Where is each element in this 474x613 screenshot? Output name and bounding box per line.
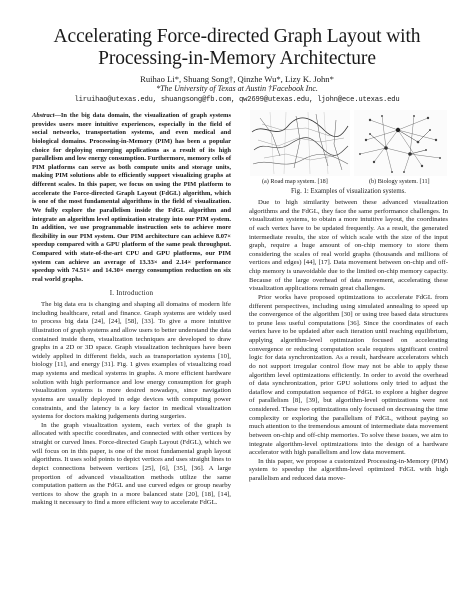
abstract-text: —In the big data domain, the visualization of graph systems provides users more intuitive experiences, especially in the field of social networks, transportation systems, and even medical and biological domains. Processing-in-Memory (PIM) has been a popular choice for deploying emerging applications as a result of its high parallelism and low energy consumption. Furthermore, memory cells of PIM platforms can serve as both compute units and storage units, making PIM solutions able to efficiently support visualizing graphs at different scales. In this paper, we focus on using the PIM platform to accelerate the Force-directed Graph Layout (FdGL) algorithm, which is one of the most fundamental algorithms in the field of visualization. We fully explore the parallelism inside the FdGL algorithm and integrate an algorithm level optimization strategy into our PIM system. In addition, we use programmable instruction sets to achieve more flexibility in our PIM system. Our PIM architecture can achieve 8.07× speedup compared with a GPU platform of the same peak throughput. Compared with state-of-the-art CPU and GPU platforms, our PIM system can achieve an average of 13.33× and 2.14× performance speedup with 74.51× and 14.30× energy consumption reduction on six real world graphs. bbox=[32, 112, 231, 283]
intro-paragraph-1: The big data era is changing and shaping all domains of modern life including healthcare, retail and finance. Graph systems are widely used to process big data [24], [24], [58], [33]. To give a more intuitive illustration of graph systems and allow users to better understand the data contained inside them, visualization techniques are developed to draw graphs in a 2D or 3D space. Graph visualization techniques have been widely applied in different fields, such as transportation systems [10], biology [11], and energy [31]. Fig. 1 gives examples of visualizing road map systems and medical systems in graphs. A more efficient hardware solution with high performance and low energy consumption for graph visualization systems is more desired nowadays, since navigation systems are usually deployed in edge devices with computing power constraints, and the latency is a key factor in medical visualization systems for doctors making judgements during surgeries. bbox=[32, 301, 231, 421]
right-paragraph-2: Prior works have proposed optimizations to accelerate FdGL from different perspectives, including using simulated annealing to speed up the convergence of the algorithm [30] or using tree based data structures to prune less useful computations [36]. Since the coordinates of each vertex have to be updated after each iteration until reaching equilibrium, applying algorithm-level optimization focused on accelerating convergence or reducing computation scale requires significant control logic for data synchronization. As a result, hardware accelerators which do not support irregular control flow may not be able to apply these algorithm level optimizations efficiently. In order to avoid the overhead of data synchronization, prior GPU solutions only tried to adjust the dataflow and computation sequence of FdGL to explore a higher degree of parallelism [8], [39], but algorithm-level optimizations were not considered. These two optimizations only focused on decreasing the time complexity or exploring the parallelism of FdGL, without paying so much attention to the tremendous amount of intermediate data movement between on-chip and off-chip memories. To solve these issues, we aim to integrate algorithm-level optimizations into the design of a hardware accelerator with high parallelism and low data movement. bbox=[249, 293, 448, 457]
figure-1a-label: (a) Road map system. [18] bbox=[262, 178, 328, 185]
road-map-image bbox=[250, 110, 350, 176]
right-paragraph-3: In this paper, we propose a customized Processing-in-Memory (PIM) system to speedup the algorithm-level optimized FdGL with high parallelism and reduced data move- bbox=[249, 457, 448, 482]
title-line-2: Processing-in-Memory Architecture bbox=[98, 48, 376, 69]
right-paragraph-1: Due to high similarity between these advanced visualization algorithms and the FdGL, they face the same performance challenges. In visualization systems, to obtain a more intuitive layout, the coordinates of each vertex have to be updated frequently. As a result, the generated intermediate results, the size of which scale with the size of the input graph, require a huge amount of on-chip memory to store them considering the scales of real world graphs (thousands and millions of vertices and edges) [44], [17]. Data movement between on-chip and off-chip memory is unavoidable due to the limited on-chip memory capacity. Because of the large overhead of data movement, accelerating these visualization applications remain great challenges. bbox=[249, 199, 448, 293]
biology-graph-image bbox=[354, 110, 447, 176]
figure-1-caption: Fig. 1: Examples of visualization systems. bbox=[291, 188, 406, 195]
right-column-body bbox=[249, 199, 448, 484]
intro-body bbox=[32, 301, 231, 508]
affiliation: *The University of Texas at Austin †Facebook Inc. bbox=[156, 84, 318, 93]
author-list: Ruihao Li*, Shuang Song†, Qinzhe Wu*, Lizy K. John* bbox=[140, 74, 334, 84]
email-list: liruihao@utexas.edu, shuangsong@fb.com, qw2699@utexas.edu, ljohn@ece.utexas.edu bbox=[74, 96, 400, 104]
abstract bbox=[32, 112, 231, 285]
section-heading: I. Introduction bbox=[109, 289, 154, 297]
paper-title bbox=[20, 26, 454, 70]
figure-1-images bbox=[250, 110, 447, 186]
intro-paragraph-2: In the graph visualization system, each vertex of the graph is allocated with specific coordinates, and connected with other vertices by straight or curved lines. Force-directed Graph Layout (FdGL), which we will focus on in this paper, is one of the most fundamental graph layout algorithms. It uses solid points to depict vertices and uses straight lines to depict connections between vertices [25], [6], [35], [36]. A large proportion of advanced visualization methods utilize the same computation pattern as the FdGL and use curved edges or group nearby vertices to show the graph in a more balanced state [20], [18], [14], making it necessary to find a more efficient way to accelerate FdGL. bbox=[32, 421, 231, 507]
figure-1b-label: (b) Biology system. [11] bbox=[369, 178, 430, 185]
abstract-label: Abstract bbox=[32, 112, 55, 119]
title-line-1: Accelerating Force-directed Graph Layout with bbox=[53, 26, 421, 47]
